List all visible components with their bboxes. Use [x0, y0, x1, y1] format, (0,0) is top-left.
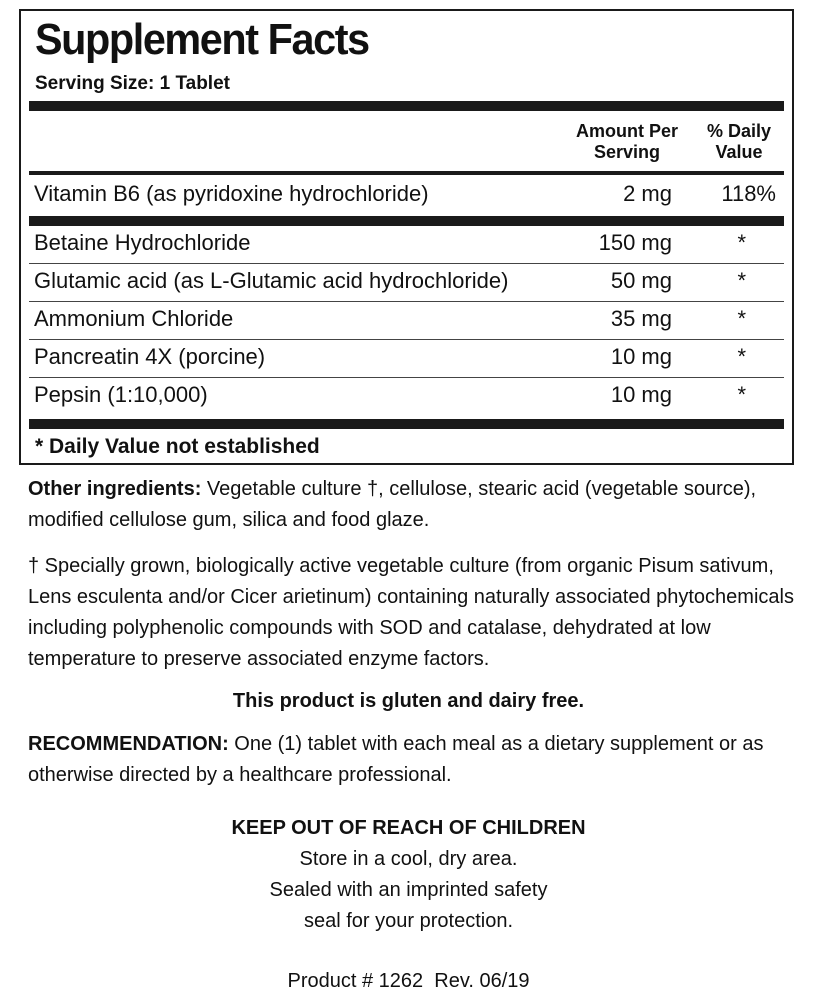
nutrient-row: [29, 178, 784, 212]
supplement-facts-panel: [19, 9, 794, 465]
daily-value-header: % Daily Value: [706, 121, 772, 162]
nutrient-daily-value: 118%: [721, 181, 776, 206]
warning-heading: KEEP OUT OF REACH OF CHILDREN: [231, 817, 586, 839]
header-divider: [29, 171, 784, 175]
ingredient-row: [29, 379, 784, 413]
panel-title: Supplement Facts: [35, 15, 369, 64]
ingredient-amount: 35 mg: [610, 306, 672, 331]
other-ingredients-text: Vegetable culture †, cellulose, stearic acid (vegetable source), modified cellulose gum, silica and food glaze.: [28, 478, 757, 531]
ingredient-name: Glutamic acid (as L-Glutamic acid hydrochloride): [34, 268, 509, 293]
row-divider: [29, 339, 784, 340]
ingredient-amount: 150 mg: [598, 230, 672, 255]
row-divider: [29, 301, 784, 302]
ingredient-row: [29, 227, 784, 261]
ingredient-name: Pancreatin 4X (porcine): [34, 344, 266, 369]
ingredient-daily-value: *: [737, 268, 746, 293]
serving-size: Serving Size: 1 Tablet: [35, 73, 230, 94]
recommendation-text: One (1) tablet with each meal as a dietary supplement or as otherwise directed by a healthcare professional.: [28, 733, 764, 786]
ingredient-row: [29, 341, 784, 375]
row-divider: [29, 263, 784, 264]
amount-per-serving-header: Amount Per Serving: [575, 121, 678, 162]
ingredient-name: Ammonium Chloride: [34, 306, 234, 331]
ingredient-row: [29, 265, 784, 299]
recommendation: [28, 729, 798, 791]
ingredient-daily-value: *: [737, 230, 746, 255]
other-ingredients-label: Other ingredients:: [28, 478, 202, 500]
ingredient-name: Pepsin (1:10,000): [34, 382, 208, 407]
storage-line-1: Store in a cool, dry area.: [299, 848, 518, 870]
storage-line-3: seal for your protection.: [304, 910, 513, 932]
dagger-footnote: † Specially grown, biologically active vegetable culture (from organic Pisum sativum, Lens esculenta and/or Cicer arietinum) containing naturally associated phytochemicals including polyphenolic compounds with SOD and catalase, dehydrated at low temperature to preserve associated enzyme factors.: [28, 555, 794, 670]
ingredient-daily-value: *: [737, 306, 746, 331]
ingredient-amount: 10 mg: [610, 382, 672, 407]
other-ingredients: [28, 474, 798, 536]
thick-divider-middle: [29, 216, 784, 226]
daily-value-footnote: * Daily Value not established: [35, 435, 320, 458]
row-divider: [29, 377, 784, 378]
ingredient-name: Betaine Hydrochloride: [34, 230, 251, 255]
ingredient-row: [29, 303, 784, 337]
storage-line-2: Sealed with an imprinted safety: [269, 879, 548, 901]
thick-divider-top: [29, 101, 784, 111]
ingredient-daily-value: *: [737, 382, 746, 407]
product-number: Product # 1262 Rev. 06/19: [287, 970, 530, 992]
nutrient-amount: 2 mg: [623, 181, 672, 206]
nutrient-name: Vitamin B6 (as pyridoxine hydrochloride): [34, 181, 429, 206]
gluten-dairy-free-note: This product is gluten and dairy free.: [232, 690, 585, 712]
thick-divider-bottom: [29, 419, 784, 429]
ingredient-daily-value: *: [737, 344, 746, 369]
ingredient-amount: 50 mg: [610, 268, 672, 293]
ingredient-amount: 10 mg: [610, 344, 672, 369]
recommendation-label: RECOMMENDATION:: [28, 733, 229, 755]
